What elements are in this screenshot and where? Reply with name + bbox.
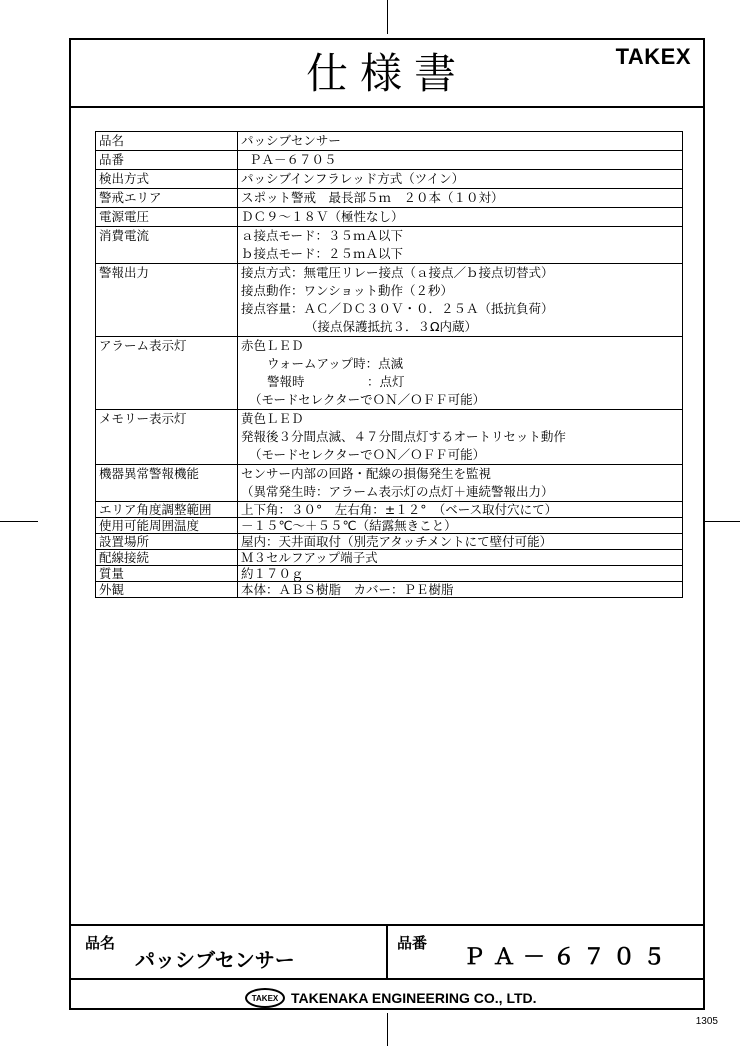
spec-row bbox=[96, 208, 683, 227]
spec-label: 消費電流 bbox=[96, 227, 238, 264]
product-name-caption: 品名 bbox=[85, 934, 116, 952]
spec-value bbox=[238, 132, 683, 151]
spec-row bbox=[96, 227, 683, 264]
spec-label: 配線接続 bbox=[96, 550, 238, 566]
spec-label: 警報出力 bbox=[96, 264, 238, 337]
crop-mark-top bbox=[387, 0, 388, 34]
spec-table bbox=[95, 131, 683, 598]
spec-line: ａ接点モード：３５ｍＡ以下 bbox=[241, 228, 404, 243]
spec-line: （異常発生時：アラーム表示灯の点灯＋連続警報出力） bbox=[241, 484, 554, 499]
spec-line: ＤＣ９～１８Ｖ（極性なし） bbox=[241, 209, 404, 224]
spec-row bbox=[96, 170, 683, 189]
spec-line: 黄色ＬＥＤ bbox=[241, 411, 304, 426]
document-title: 仕様書 bbox=[305, 49, 468, 98]
spec-label: エリア角度調整範囲 bbox=[96, 502, 238, 518]
spec-row bbox=[96, 550, 683, 566]
spec-row bbox=[96, 189, 683, 208]
spec-label: 設置場所 bbox=[96, 534, 238, 550]
spec-row bbox=[96, 410, 683, 465]
spec-row bbox=[96, 337, 683, 410]
company-logo-icon: TAKEX bbox=[245, 988, 285, 1008]
spec-value bbox=[238, 189, 683, 208]
divider bbox=[386, 926, 388, 980]
spec-value bbox=[238, 170, 683, 189]
spec-label: 品名 bbox=[96, 132, 238, 151]
spec-line: 上下角：３０° 左右角：±１２° （ベース取付穴にて） bbox=[241, 502, 558, 517]
spec-label: アラーム表示灯 bbox=[96, 337, 238, 410]
spec-label: 検出方式 bbox=[96, 170, 238, 189]
spec-row bbox=[96, 518, 683, 534]
spec-value bbox=[238, 502, 683, 518]
spec-line: センサー内部の回路・配線の損傷発生を監視 bbox=[241, 466, 492, 481]
spec-label: 質量 bbox=[96, 566, 238, 582]
brand-logo: TAKEX bbox=[615, 44, 691, 69]
spec-row bbox=[96, 264, 683, 337]
spec-row bbox=[96, 465, 683, 502]
product-info-row bbox=[71, 926, 703, 980]
spec-line: ｂ接点モード：２５ｍＡ以下 bbox=[241, 246, 404, 261]
spec-value bbox=[238, 264, 683, 337]
spec-line: ウォームアップ時：点滅 bbox=[267, 356, 404, 371]
document-frame bbox=[69, 38, 705, 1010]
spec-line: Ｍ３セルフアップ端子式 bbox=[241, 550, 378, 565]
crop-mark-right bbox=[705, 521, 740, 522]
company-name: TAKENAKA ENGINEERING CO., LTD. bbox=[291, 990, 537, 1006]
spec-value bbox=[238, 151, 683, 170]
crop-mark-left bbox=[0, 521, 38, 522]
spec-label: 警戒エリア bbox=[96, 189, 238, 208]
spec-line: 約１７０ｇ bbox=[241, 566, 304, 581]
spec-line: －１５℃～＋５５℃（結露無きこと） bbox=[241, 518, 457, 533]
spec-line: 赤色ＬＥＤ bbox=[241, 338, 304, 353]
spec-line: スポット警戒 最長部５ｍ ２０本（１０対） bbox=[241, 190, 504, 205]
spec-line: 接点動作：ワンショット動作（２秒） bbox=[241, 283, 453, 298]
crop-mark-bottom bbox=[387, 1013, 388, 1046]
spec-row bbox=[96, 566, 683, 582]
spec-line: 発報後３分間点滅、４７分間点灯するオートリセット動作 bbox=[241, 429, 566, 444]
spec-label: 機器異常警報機能 bbox=[96, 465, 238, 502]
title-band bbox=[71, 40, 703, 108]
spec-value bbox=[238, 465, 683, 502]
spec-value bbox=[238, 337, 683, 410]
spec-label: 品番 bbox=[96, 151, 238, 170]
spec-row bbox=[96, 502, 683, 518]
spec-row bbox=[96, 534, 683, 550]
spec-line: （接点保護抵抗３．３Ω内蔵） bbox=[305, 319, 478, 334]
spec-line: パッシブインフラレッド方式（ツイン） bbox=[241, 171, 465, 186]
spec-value bbox=[238, 550, 683, 566]
spec-line: 接点容量：ＡＣ／ＤＣ３０Ｖ・０．２５Ａ（抵抗負荷） bbox=[241, 301, 554, 316]
spec-label: 電源電圧 bbox=[96, 208, 238, 227]
product-number-caption: 品番 bbox=[397, 934, 428, 952]
spec-line: 警報時 ：点灯 bbox=[267, 374, 405, 389]
company-footer bbox=[245, 986, 537, 1010]
product-name-value: パッシブセンサー bbox=[135, 948, 295, 972]
page-code: 1305 bbox=[695, 1016, 718, 1027]
spec-row bbox=[96, 582, 683, 598]
spec-label: 外観 bbox=[96, 582, 238, 598]
spec-line: 屋内：天井面取付（別売アタッチメントにて壁付可能） bbox=[241, 534, 553, 549]
spec-line: （モードセレクターでＯＮ／ＯＦＦ可能） bbox=[249, 392, 486, 407]
spec-value bbox=[238, 534, 683, 550]
spec-line: 接点方式：無電圧リレー接点（ａ接点／ｂ接点切替式） bbox=[241, 265, 554, 280]
spec-value bbox=[238, 566, 683, 582]
spec-value bbox=[238, 518, 683, 534]
title-block bbox=[71, 924, 703, 1008]
spec-label: メモリー表示灯 bbox=[96, 410, 238, 465]
spec-value bbox=[238, 227, 683, 264]
spec-row bbox=[96, 151, 683, 170]
spec-value bbox=[238, 582, 683, 598]
spec-line: 本体：ＡＢＳ樹脂 カバー：ＰＥ樹脂 bbox=[241, 582, 454, 597]
spec-value bbox=[238, 410, 683, 465]
spec-row bbox=[96, 132, 683, 151]
spec-line: ＰＡ－６７０５ bbox=[249, 152, 337, 167]
spec-label: 使用可能周囲温度 bbox=[96, 518, 238, 534]
product-number-value: ＰＡ－６７０５ bbox=[463, 945, 674, 970]
spec-value bbox=[238, 208, 683, 227]
spec-line: （モードセレクターでＯＮ／ＯＦＦ可能） bbox=[249, 447, 486, 462]
spec-line: パッシブセンサー bbox=[241, 133, 341, 148]
